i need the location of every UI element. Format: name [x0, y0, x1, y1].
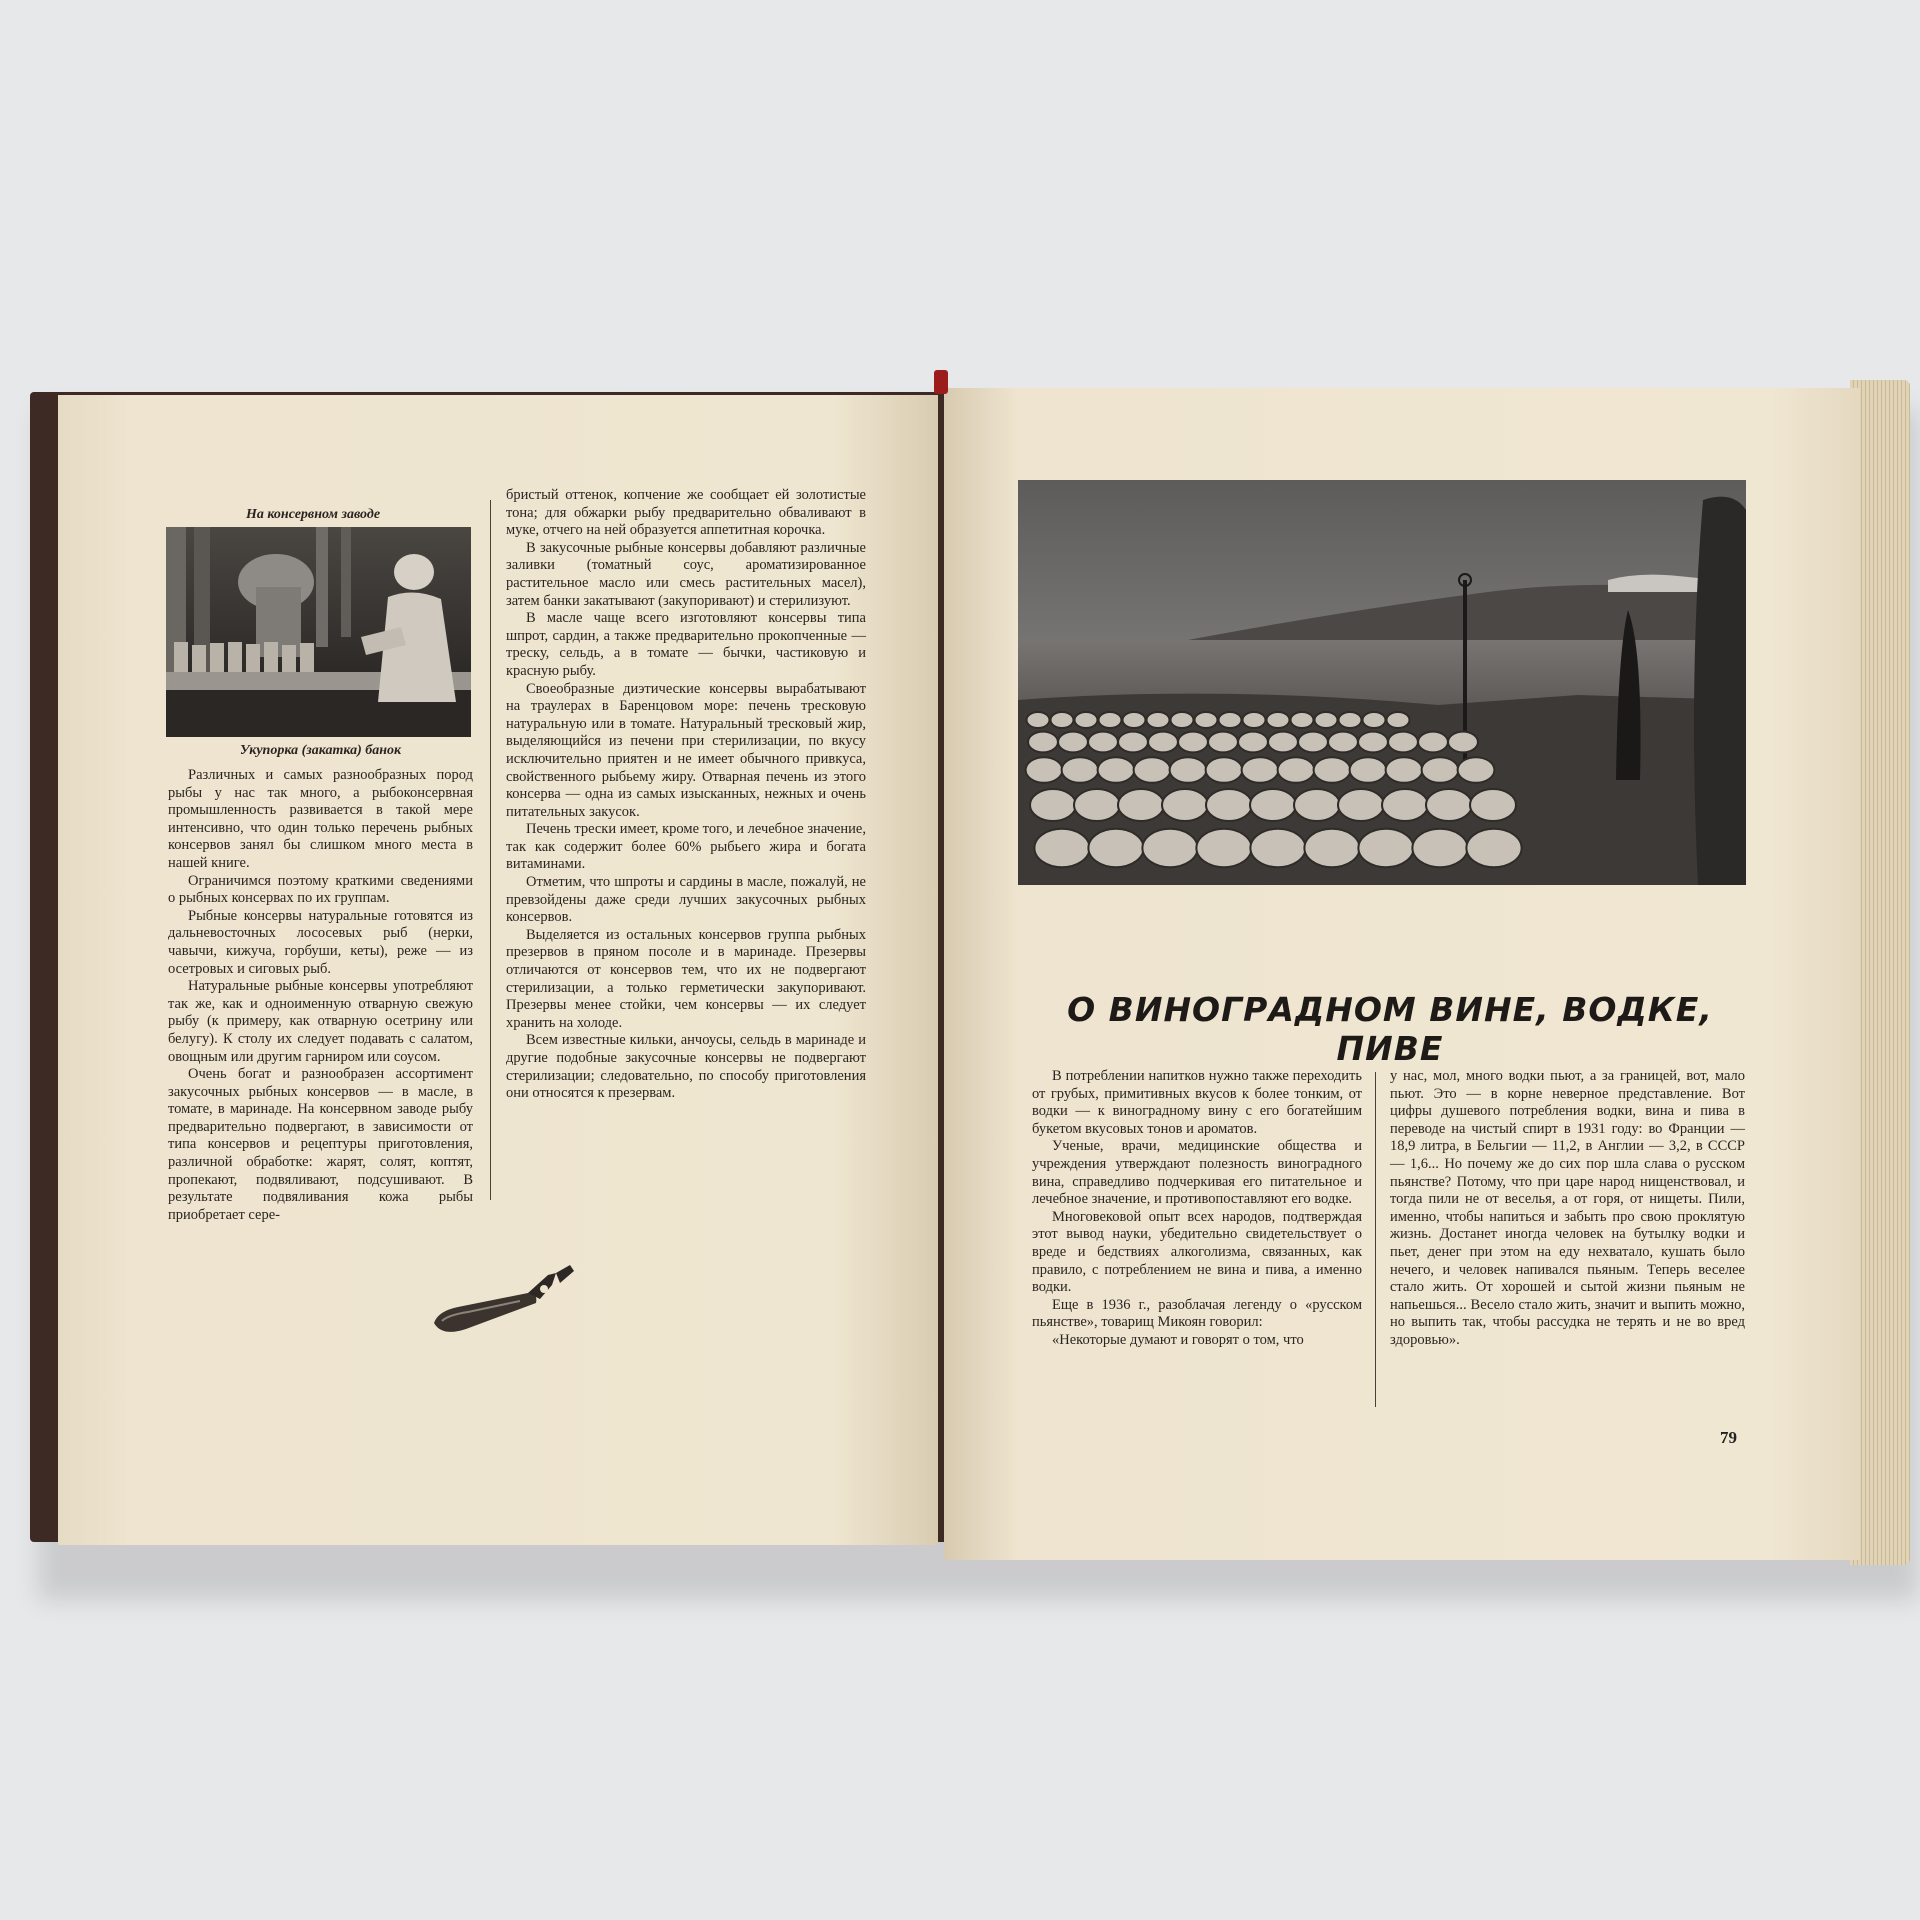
- paragraph: В масле чаще всего изготовляют консервы типа шпрот, сардин, а также предварительно прокопченные — треску, сельдь, а в томате — бычки, частиковую и красную рыбу.: [506, 610, 866, 679]
- book-bookmark-icon: [934, 370, 948, 394]
- barrel: [1088, 829, 1143, 867]
- barrel: [1426, 789, 1472, 821]
- barrel: [1470, 789, 1516, 821]
- paragraph: Отметим, что шпроты и сардины в масле, пожалуй, не превзойдены даже среди лучших закусочных рыбных консервов.: [506, 874, 866, 926]
- barrel: [1422, 757, 1459, 783]
- barrel: [1142, 829, 1197, 867]
- barrel: [1206, 789, 1252, 821]
- barrel: [1028, 732, 1058, 753]
- barrel: [1358, 732, 1388, 753]
- barrel: [1208, 732, 1238, 753]
- barrel: [1075, 712, 1098, 728]
- vineyard-barrels-photo: [1018, 480, 1746, 885]
- barrel: [1219, 712, 1242, 728]
- barrel: [1099, 712, 1122, 728]
- paragraph: Всем известные кильки, анчоусы, сельдь в маринаде и другие подобные закусочные консервы не подвергают стерилизации; следовательно, по способу приготовления они относятся к презервам.: [506, 1032, 866, 1102]
- paragraph: В закусочные рыбные консервы добавляют различные заливки (томатный соус, ароматизированное растительное масло или смесь растительных масел), затем банки закатывают (закупоривают) и стерилизуют.: [506, 539, 866, 609]
- barrel: [1363, 712, 1386, 728]
- left-column-2: [506, 487, 866, 1103]
- photo-caption-bottom: Укупорка (закатка) банок: [239, 743, 402, 758]
- paragraph: В потреблении напитков нужно также переходить от грубых, примитивных вкусов к более тонким, от водки — к виноградному вину с его богатейшим букетом вкусовых тонов и ароматов.: [1032, 1068, 1362, 1137]
- column-divider: [1375, 1072, 1376, 1407]
- barrel: [1314, 757, 1351, 783]
- paragraph: Выделяется из остальных консервов группа рыбных презервов в пряном посоле и в маринаде. Презервы отличаются от консервов тем, что их не подвергают стерилизации, а только герметически закупоривают. Презервы менее стойки, чем консервы — их следует хранить на холоде.: [506, 926, 866, 1031]
- barrel: [1051, 712, 1074, 728]
- barrel: [1358, 829, 1413, 867]
- right-column-1: [1032, 1068, 1362, 1350]
- barrel: [1034, 829, 1089, 867]
- paragraph: «Некоторые думают и говорят о том, что: [1052, 1331, 1304, 1348]
- barrel: [1074, 789, 1120, 821]
- barrel: [1170, 757, 1207, 783]
- barrel: [1386, 757, 1423, 783]
- cannery-photo: [166, 527, 471, 737]
- barrel: [1030, 789, 1076, 821]
- paragraph: Ученые, врачи, медицинские общества и учреждения утверждают полезность виноградного вина, справедливо подчеркивая его питательное и лечебное значение, и противопоставляют его водке.: [1032, 1138, 1362, 1208]
- barrel: [1027, 712, 1050, 728]
- barrel: [1291, 712, 1314, 728]
- section-title: О ВИНОГРАДНОМ ВИНЕ, ВОДКЕ, ПИВЕ: [1067, 990, 1713, 1068]
- paragraph: Печень трески имеет, кроме того, и лечебное значение, так как содержит более 60% рыбьего жира и богата витаминами.: [506, 821, 866, 873]
- right-column-2: [1390, 1068, 1745, 1350]
- barrel: [1118, 789, 1164, 821]
- barrel: [1206, 757, 1243, 783]
- barrel: [1466, 829, 1521, 867]
- paragraph: Различных и самых разнообразных пород рыбы у нас так много, а рыбоконсервная промышленность развивается в такой мере интенсивно, что один только перечень рыбных консервов занял бы слишком много места в нашей книге.: [168, 767, 473, 871]
- barrel: [1026, 757, 1063, 783]
- barrel: [1098, 757, 1135, 783]
- barrel: [1278, 757, 1315, 783]
- barrel: [1088, 732, 1118, 753]
- barrel: [1058, 732, 1088, 753]
- barrel: [1387, 712, 1410, 728]
- barrel: [1250, 829, 1305, 867]
- paragraph: Очень богат и разнообразен ассортимент закусочных рыбных консервов — в масле, в томате, в маринаде. На консервном заводе рыбу предварительно подвергают, в зависимости от типа консервов и рецептуры приготовления, различной обработке: жарят, солят, коптят, пропекают, подвяливают, подсушивают. В результате подвяливания кожа рыбы приобретает сере-: [168, 1066, 473, 1223]
- right-page: [944, 388, 1860, 1560]
- barrel: [1458, 757, 1495, 783]
- barrel: [1134, 757, 1171, 783]
- paragraph: Рыбные консервы натуральные готовятся из дальневосточных лососевых рыб (нерки, чавычи, кижуча, горбуши, кеты), реже — из осетровых и сиговых рыб.: [168, 907, 473, 977]
- paragraph: бристый оттенок, копчение же сообщает ей золотистые тона; для обжарки рыбу предварительно обваливают в муке, отчего на ней образуется аппетитная корочка.: [506, 487, 866, 539]
- barrel: [1178, 732, 1208, 753]
- barrel: [1062, 757, 1099, 783]
- barrel: [1242, 757, 1279, 783]
- barrel: [1250, 789, 1296, 821]
- barrel: [1294, 789, 1340, 821]
- paragraph: Своеобразные диэтические консервы вырабатывают на траулерах в Баренцовом море: печень тресковую натуральную или в томате. Натуральный тресковый жир, выделяющийся из печени при стерилизации, по вкусу исключительно приятен и не имеет обычного привкуса, свойственного рыбьему жиру. Отварная печень из этого консерва — одна из самых изысканных, нежных и очень питательных закусок.: [506, 680, 866, 820]
- vineyard-barrels-photo-image: [1018, 480, 1746, 885]
- left-column-1: [168, 767, 473, 1224]
- barrel: [1238, 732, 1268, 753]
- barrel: [1123, 712, 1146, 728]
- barrel: [1448, 732, 1478, 753]
- can-opener-icon: [428, 1263, 588, 1343]
- barrel: [1412, 829, 1467, 867]
- barrel: [1350, 757, 1387, 783]
- barrel: [1388, 732, 1418, 753]
- column-divider: [490, 500, 491, 1200]
- barrel: [1171, 712, 1194, 728]
- cannery-photo-image: [166, 527, 471, 737]
- barrel: [1298, 732, 1328, 753]
- page-number: 79: [1720, 1428, 1737, 1447]
- barrel: [1339, 712, 1362, 728]
- barrel: [1195, 712, 1218, 728]
- barrel: [1147, 712, 1170, 728]
- barrel: [1338, 789, 1384, 821]
- barrel: [1148, 732, 1178, 753]
- paragraph: Ограничимся поэтому краткими сведениями о рыбных консервах по их группам.: [168, 872, 473, 907]
- barrel: [1267, 712, 1290, 728]
- barrel: [1162, 789, 1208, 821]
- photo-caption-top: На консервном заводе: [245, 507, 381, 522]
- paragraph: Натуральные рыбные консервы употребляют так же, как и одноименную отварную свежую рыбу (к примеру, как отварную осетрину или белугу). К столу их следует подавать с салатом, овощным или другим гарниром или соусом.: [168, 978, 473, 1065]
- barrel: [1268, 732, 1298, 753]
- barrel: [1196, 829, 1251, 867]
- paragraph: у нас, мол, много водки пьют, а за границей, вот, мало пьют. Это — в корне неверное представление. Вот цифры душевого потребления водки, вина и пива в переводе на чистый спирт в 1931 году: во Франции — 18,9 литра, в Бельгии — 11,2, в Англии — 3,2, в СССР — 1,6... Но почему же до сих пор шла слава о русском пьянстве? Потому, что при царе народ нищенствовал, и тогда пили не от веселья, а от горя, от нищеты. Пили, именно, чтобы напиться и забыть про свою проклятую жизнь. Достанет иногда человек на бутылку водки и пьет, денег при этом на еду нехватало, кушать было нечего, и человек напивался пьяным. Теперь веселее стало жить. От хорошей и сытой жизни пьяным не напьешься... Весело стало жить, значит и выпить можно, но выпить так, чтобы рассудка не терять и не во вред здоровью».: [1390, 1068, 1745, 1348]
- left-page: [58, 395, 938, 1545]
- barrel: [1418, 732, 1448, 753]
- barrel: [1243, 712, 1266, 728]
- barrel: [1328, 732, 1358, 753]
- paragraph: Многовековой опыт всех народов, подтверждая этот вывод науки, убедительно свидетельствует о вреде и бедствиях алкоголизма, связанных, как правило, с потреблением не вина и пива, а именно водки.: [1032, 1208, 1362, 1296]
- barrel: [1118, 732, 1148, 753]
- paragraph: Еще в 1936 г., разоблачая легенду о «русском пьянстве», товарищ Микоян говорил:: [1032, 1296, 1362, 1331]
- barrel: [1315, 712, 1338, 728]
- barrel: [1304, 829, 1359, 867]
- barrel: [1382, 789, 1428, 821]
